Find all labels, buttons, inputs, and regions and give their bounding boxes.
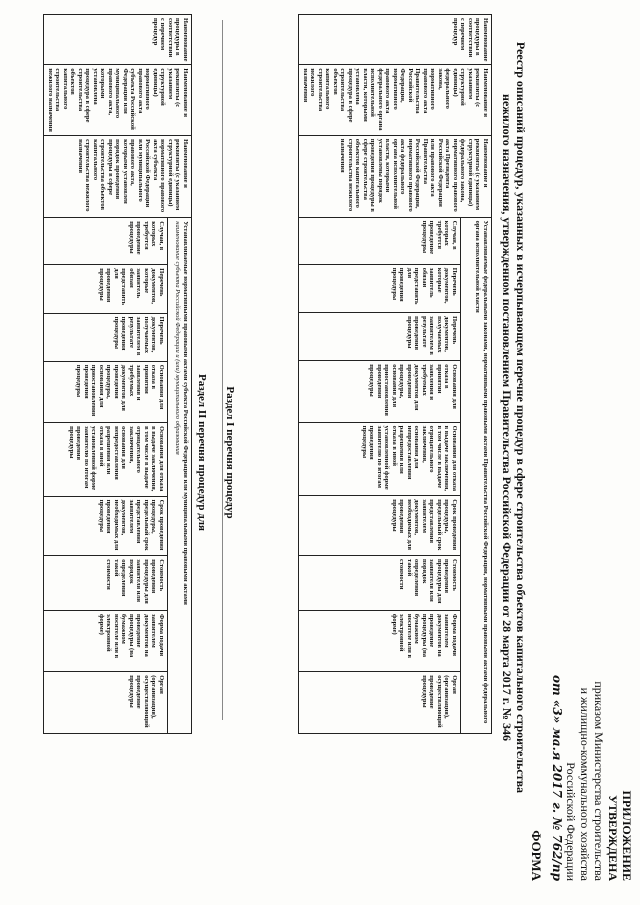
form-label: ФОРМА [529,830,544,881]
t2-col-9: Срок проведения процедуры, предельный срок представления заявителем документов, необходимых для проведения процедуры [44,496,167,556]
t2-col-10: Стоимость проведения процедуры для заявителя или порядок определения такой стоимости [44,556,167,611]
t1-col-7: Основания для отказа в принятии заявления и требуемых документов для проведения процедуры, основания для приостановления проведения процедуры [299,361,460,422]
t1-col-3: Наименование и реквизиты (с указанием структурной единицы) федерального закона, нормативного правового акта Президента Российской Федерации или правового акта Правительства Российской Федерации, нормативного правового акта федерального органа исполнительной власти, которыми установлены порядок проведения процедуры в сфере строительства объектов капитального строительства нежилого назначения [299,135,492,217]
t1-col-4: Случаи, в которых требуется проведение процедуры [299,217,460,264]
t2-col-2: Наименование и реквизиты (с указанием структурной единицы) нормативного правового акта субъекта Российской Федерации или муниципального правового акта, которыми установлена процедура в сфере строительства объектов капитального строительства нежилого назначения [44,65,192,136]
procedures-table-section1 [299,14,493,734]
t2-spanning-header [167,218,191,734]
t2-col-11: Форма подачи заявителем документов на проведение процедуры (на бумажном носителе или в электронной форме) [44,611,167,672]
t1-col-10: Стоимость проведения процедуры для заявителя или порядок определения такой стоимости [299,556,460,611]
t1-col-6: Перечень документов, получаемых заявителем в результате проведения процедуры [299,313,460,361]
section1-title: Раздел I перечня процедур [224,386,236,519]
approval-block [550,675,634,881]
procedures-table-section2 [44,14,193,734]
t2-col-7: Основания для отказа в принятии заявления и требуемых документов для проведения процедуры, основания для приостановления проведения процедуры [44,361,167,422]
approved-by-line: приказом Министерства строительства [592,681,606,881]
section1-rule [222,20,223,720]
t1-col-12: Орган (организация), осуществляющий проведение процедуры [299,672,460,734]
t1-col-11: Форма подачи заявителем документов на проведение процедуры (на бумажном носителе или в электронной форме) [299,610,460,671]
t1-col-8: Основания для отказа в выдаче заключения, в том числе в выдаче отрицательного заключения, основания для непредоставления разрешения или отказа в иной установленной форме заявителю по итогам проведения процедуры [299,422,460,496]
t1-col-5: Перечень документов, которые заявитель обязан представить для проведения процедуры [299,264,460,312]
appendix-label: ПРИЛОЖЕНИЕ [620,790,634,881]
t2-spanning-subheader: наименование субъекта Российской Федерации и (или) муниципального образования [174,221,182,455]
t1-col-9: Срок проведения процедуры, предельный срок представления заявителем документов, необходимых для проведения процедуры [299,496,460,556]
t2-col-3: Наименование и реквизиты (с указанием структурной единицы) нормативного правового акта субъекта Российской Федерации или муниципального правового акта, которыми установлен порядок проведения процедуры в сфере строительства объектов капитального строительства нежилого назначения [44,136,192,218]
t2-col-1: Наименование процедуры в соответствии с перечнем процедур [44,15,192,65]
ministry-line: и жилищно-коммунального хозяйства [578,687,592,881]
t1-col-1: Наименование процедуры в соответствии с перечнем процедур [299,15,492,65]
section2-title: Раздел II перечня процедур для [196,374,208,531]
t2-col-8: Основания для отказа в выдаче заключения, в том числе в выдаче отрицательного заключения, основания для непредоставления разрешения или отказа в иной установленной форме заявителю по итогам проведения процедуры [44,423,167,496]
t1-col-2: Наименование и реквизиты (с указанием структурной единицы) федерального закона, нормативного правового акта Правительства Российской Федерации, нормативного правового акта федерального органа исполнительной власти, которыми установлена процедура в сфере строительства объектов капитального строительства нежилого назначения [299,65,492,135]
t2-col-4: Случаи, в которых требуется проведение процедуры [44,218,167,265]
t2-col-12: Орган (организация), осуществляющий проведение процедуры [44,672,167,734]
t2-col-5: Перечень документов, которые заявитель обязан представить для проведения процедуры [44,265,167,313]
t2-spanning-header-text: Устанавливаемые нормативными правовыми актами субъекта Российской Федерации или муниципальными правовыми актами [182,221,189,605]
approved-label: УТВЕРЖДЕНА [606,795,620,881]
t2-col-6: Перечень документов, получаемых заявителем в результате проведения процедуры [44,313,167,361]
order-date-number: от «3» ма.я 2017 г. № 762/пр [550,675,564,881]
country-line: Российской Федерации [564,762,578,881]
document-title: Реестр описаний процедур, указанных в исчерпывающем перечне процедур в сфере строительства объектов капитального строительства нежилого назначения, утвержденном постановлением Правительства Российской Федерации от 28 марта 2017 г. № 346 [500,41,528,794]
t1-spanning-header: Устанавливаемые федеральными законами, нормативными правовыми актами Правительства Российской Федерации, нормативными правовыми актами федерального органа исполнительной власти [460,217,491,733]
